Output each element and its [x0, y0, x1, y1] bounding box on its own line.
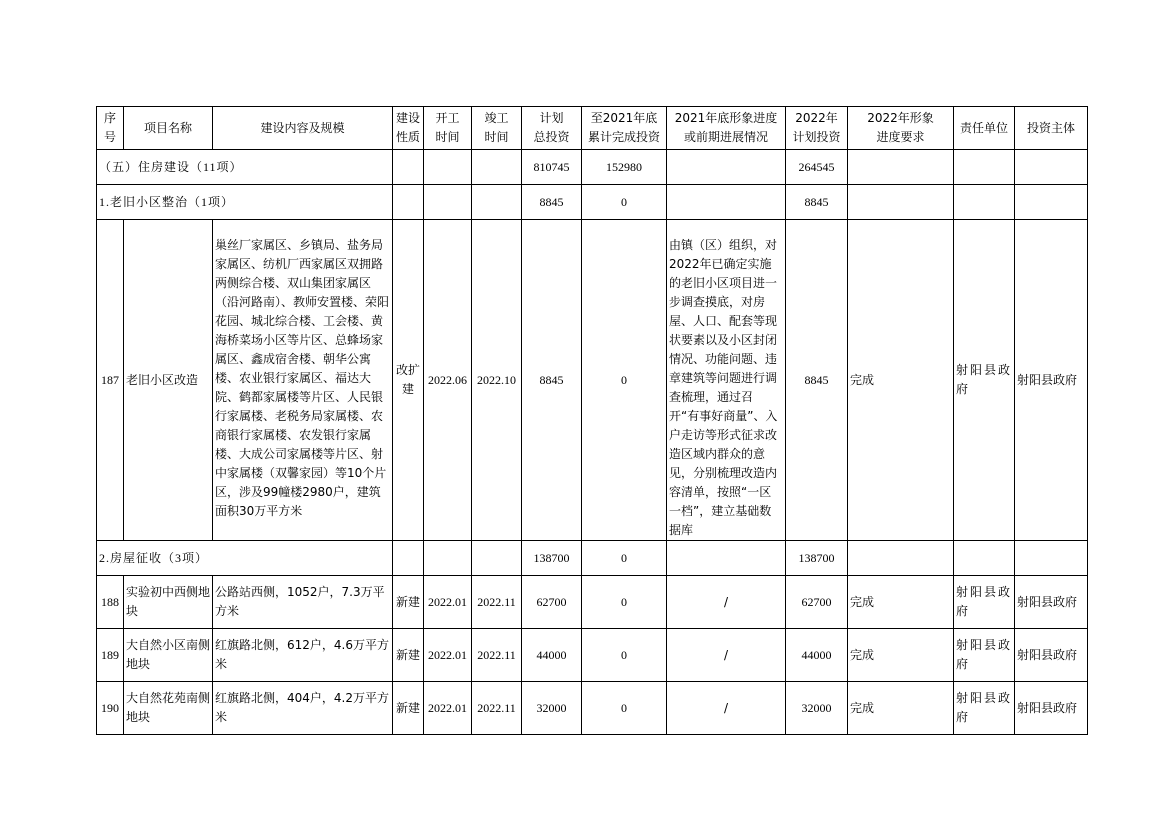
row-total: 44000 [522, 629, 582, 682]
row-unit: 射阳县政府 [954, 576, 1015, 629]
row-nature: 改扩建 [393, 220, 424, 541]
header-end: 竣工 时间 [472, 107, 522, 150]
row-completed: 0 [582, 576, 667, 629]
cell-empty [393, 185, 424, 220]
section-completed: 152980 [582, 150, 667, 185]
row-investor: 射阳县政府 [1015, 220, 1088, 541]
header-start: 开工 时间 [424, 107, 472, 150]
row-end: 2022.11 [472, 629, 522, 682]
row-unit: 射阳县政府 [954, 682, 1015, 735]
row-seq: 190 [97, 682, 124, 735]
row-progress: / [667, 576, 786, 629]
row-content: 公路站西侧，1052户，7.3万平方米 [213, 576, 393, 629]
cell-empty [954, 541, 1015, 576]
row-requirement: 完成 [848, 629, 954, 682]
group-plan-2022: 8845 [786, 185, 848, 220]
cell-empty [424, 185, 472, 220]
cell-empty [393, 150, 424, 185]
row-plan-2022: 8845 [786, 220, 848, 541]
header-requirement: 2022年形象 进度要求 [848, 107, 954, 150]
cell-empty [1015, 150, 1088, 185]
group-total: 138700 [522, 541, 582, 576]
row-total: 62700 [522, 576, 582, 629]
row-start: 2022.01 [424, 682, 472, 735]
group-name: 1.老旧小区整治（1项） [97, 185, 393, 220]
cell-empty [472, 185, 522, 220]
row-project-name: 老旧小区改造 [124, 220, 213, 541]
row-completed: 0 [582, 220, 667, 541]
cell-empty [472, 541, 522, 576]
group-row-house-expropriation [97, 541, 1088, 576]
group-total: 8845 [522, 185, 582, 220]
row-investor: 射阳县政府 [1015, 576, 1088, 629]
cell-empty [424, 150, 472, 185]
row-plan-2022: 44000 [786, 629, 848, 682]
row-seq: 188 [97, 576, 124, 629]
group-completed: 0 [582, 185, 667, 220]
row-project-name: 大自然小区南侧地块 [124, 629, 213, 682]
header-plan-2022: 2022年 计划投资 [786, 107, 848, 150]
row-seq: 189 [97, 629, 124, 682]
row-content: 巢丝厂家属区、乡镇局、盐务局家属区、纺机厂西家属区双拥路两侧综合楼、双山集团家属区（沿河路南）、教师安置楼、荣阳花园、城北综合楼、工会楼、黄海桥菜场小区等片区、总蜂场家属区、鑫成宿舍楼、朝华公寓楼、农业银行家属区、福达大院、鹤都家属楼等片区、人民银行家属楼、老税务局家属楼、农商银行家属楼、农发银行家属楼、大成公司家属楼等片区、射中家属楼（双馨家园）等10个片区，涉及99幢楼2980户，建筑面积30万平方米 [213, 220, 393, 541]
cell-empty [1015, 541, 1088, 576]
row-seq: 187 [97, 220, 124, 541]
row-start: 2022.01 [424, 576, 472, 629]
table-row [97, 682, 1088, 735]
section-name: （五）住房建设（11项） [97, 150, 393, 185]
row-end: 2022.11 [472, 576, 522, 629]
row-nature: 新建 [393, 576, 424, 629]
row-unit: 射阳县政府 [954, 220, 1015, 541]
header-nature: 建设 性质 [393, 107, 424, 150]
row-progress: / [667, 682, 786, 735]
row-content: 红旗路北侧，612户，4.6万平方米 [213, 629, 393, 682]
cell-empty [954, 185, 1015, 220]
header-content: 建设内容及规模 [213, 107, 393, 150]
row-start: 2022.01 [424, 629, 472, 682]
section-total: 810745 [522, 150, 582, 185]
project-table [96, 106, 1088, 735]
row-start: 2022.06 [424, 220, 472, 541]
row-end: 2022.11 [472, 682, 522, 735]
cell-empty [393, 541, 424, 576]
row-plan-2022: 62700 [786, 576, 848, 629]
row-investor: 射阳县政府 [1015, 629, 1088, 682]
section-plan-2022: 264545 [786, 150, 848, 185]
cell-empty [667, 185, 786, 220]
cell-empty [667, 150, 786, 185]
cell-empty [848, 185, 954, 220]
header-completed: 至2021年底 累计完成投资 [582, 107, 667, 150]
cell-empty [848, 541, 954, 576]
row-progress: 由镇（区）组织，对2022年已确定实施的老旧小区项目进一步调查摸底，对房屋、人口、配套等现状要素以及小区封闭情况、功能问题、违章建筑等问题进行调查梳理，通过召开“有事好商量”、入户走访等形式征求改造区域内群众的意见，分别梳理改造内容清单，按照“一区一档”，建立基础数据库 [667, 220, 786, 541]
table-row [97, 220, 1088, 541]
header-unit: 责任单位 [954, 107, 1015, 150]
row-end: 2022.10 [472, 220, 522, 541]
header-investor: 投资主体 [1015, 107, 1088, 150]
row-requirement: 完成 [848, 220, 954, 541]
group-name: 2.房屋征收（3项） [97, 541, 393, 576]
header-total: 计划 总投资 [522, 107, 582, 150]
row-project-name: 大自然花苑南侧地块 [124, 682, 213, 735]
row-requirement: 完成 [848, 576, 954, 629]
cell-empty [848, 150, 954, 185]
group-row-old-community [97, 185, 1088, 220]
row-total: 32000 [522, 682, 582, 735]
row-requirement: 完成 [848, 682, 954, 735]
cell-empty [667, 541, 786, 576]
header-project-name: 项目名称 [124, 107, 213, 150]
cell-empty [472, 150, 522, 185]
row-completed: 0 [582, 682, 667, 735]
row-total: 8845 [522, 220, 582, 541]
row-content: 红旗路北侧，404户，4.2万平方米 [213, 682, 393, 735]
row-unit: 射阳县政府 [954, 629, 1015, 682]
header-row [97, 107, 1088, 150]
table-row [97, 629, 1088, 682]
section-row-housing [97, 150, 1088, 185]
row-completed: 0 [582, 629, 667, 682]
row-investor: 射阳县政府 [1015, 682, 1088, 735]
group-plan-2022: 138700 [786, 541, 848, 576]
row-nature: 新建 [393, 629, 424, 682]
cell-empty [1015, 185, 1088, 220]
cell-empty [424, 541, 472, 576]
header-progress: 2021年底形象进度 或前期进展情况 [667, 107, 786, 150]
row-project-name: 实验初中西侧地块 [124, 576, 213, 629]
cell-empty [954, 150, 1015, 185]
header-seq: 序 号 [97, 107, 124, 150]
table-row [97, 576, 1088, 629]
row-nature: 新建 [393, 682, 424, 735]
group-completed: 0 [582, 541, 667, 576]
row-plan-2022: 32000 [786, 682, 848, 735]
row-progress: / [667, 629, 786, 682]
